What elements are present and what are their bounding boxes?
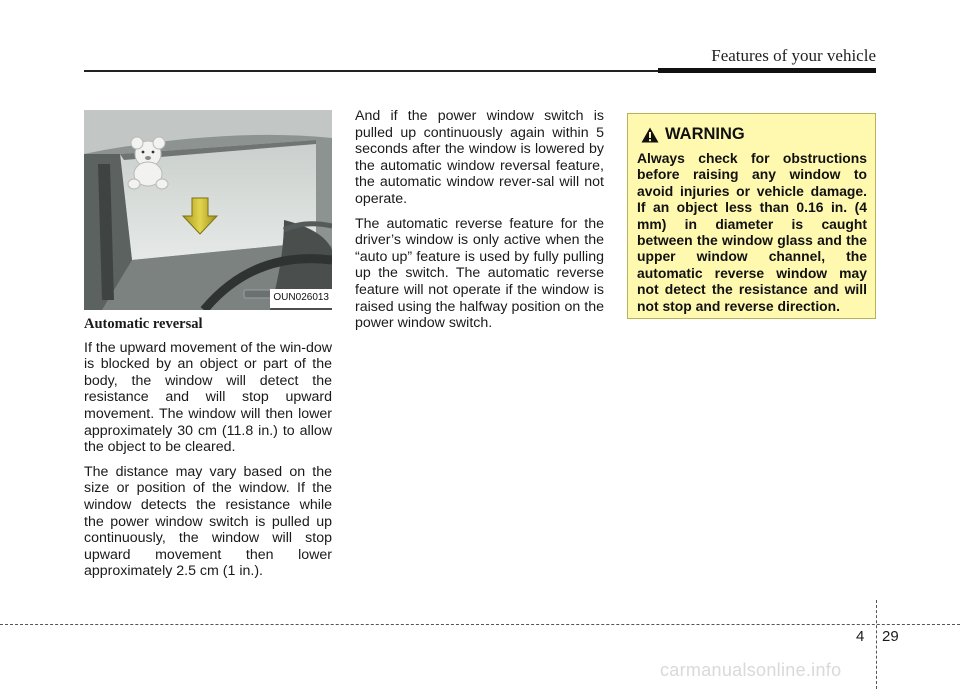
window-illustration — [84, 110, 332, 310]
body-paragraph: The distance may vary based on the size or position of the window. If the window detects the resistance while the power window switch is pulled up continuously, the window will stop upward movement then lower approximately 2.5 cm (1 in.). — [84, 463, 332, 580]
footer-rule — [0, 624, 960, 625]
figure-code: OUN026013 — [270, 289, 332, 308]
body-paragraph: If the upward movement of the win-dow is blocked by an object or part of the body, the window will detect the resistance and will stop upward movement. The window will then lower approximately 30 cm (11.8 in.) to allow the object to be cleared. — [84, 339, 332, 456]
chapter-number: 4 — [856, 628, 865, 645]
warning-title: WARNING — [665, 125, 745, 143]
footer-divider — [876, 600, 877, 689]
left-column — [84, 110, 332, 588]
section-heading: Automatic reversal — [84, 316, 203, 332]
header-rule-accent — [658, 68, 876, 73]
car-window-photo — [84, 110, 332, 310]
warning-triangle-icon — [641, 127, 659, 143]
middle-column — [355, 108, 604, 340]
warning-header — [641, 125, 867, 144]
body-paragraph: And if the power window switch is pulled up continuously again within 5 seconds after the window is lowered by the automatic window reversal feature, the automatic window rever-sal will not operate. — [355, 108, 604, 207]
page-number: 29 — [882, 628, 899, 645]
watermark: carmanualsonline.info — [660, 660, 842, 680]
warning-box — [627, 113, 876, 319]
page-header-title: Features of your vehicle — [711, 46, 876, 65]
body-paragraph: The automatic reverse feature for the driver’s window is only active when the “auto up” feature is used by fully pulling up the switch. The automatic reverse feature will not operate if the window is raised using the halfway position on the power window switch. — [355, 215, 604, 332]
warning-text: Always check for obstructions before raising any window to avoid injuries or vehicle damage. If an object less than 0.16 in. (4 mm) in diameter is caught between the window glass and the upper window channel, the automatic reverse window may not detect the resistance and will not stop and reverse direction. — [637, 150, 867, 314]
